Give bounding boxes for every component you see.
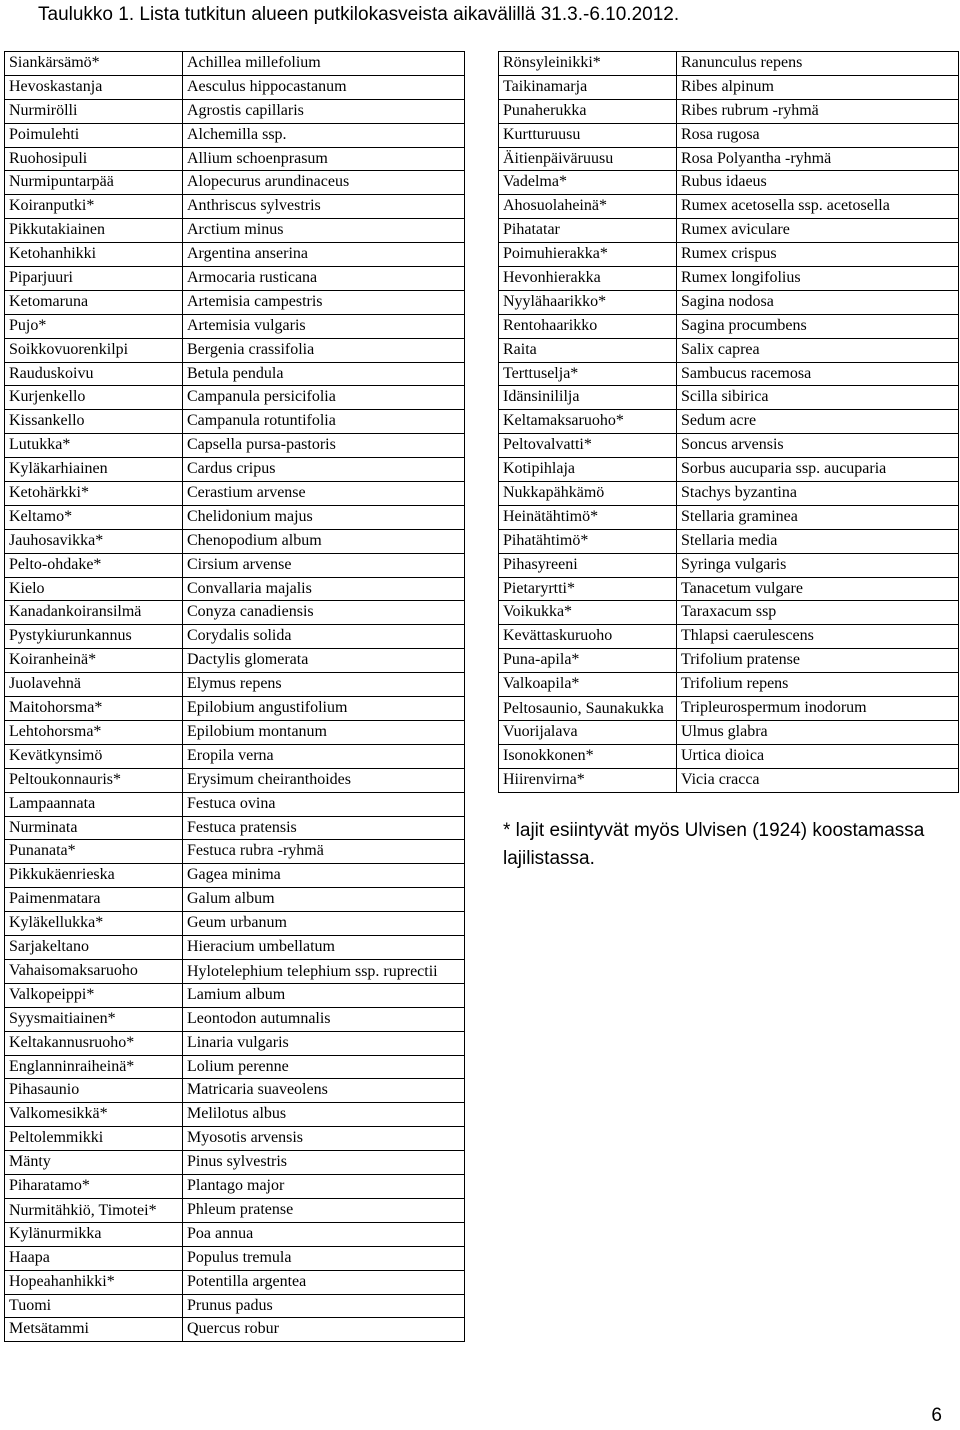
latin-name-cell: Sedum acre <box>677 410 959 434</box>
table-row <box>5 99 465 123</box>
finnish-name-cell: Maitohorsma* <box>5 697 183 721</box>
finnish-name-cell: Hevonhierakka <box>499 267 677 291</box>
finnish-name-cell: Pihatatar <box>499 219 677 243</box>
finnish-name-cell: Rentohaarikko <box>499 314 677 338</box>
latin-name-cell: Ranunculus repens <box>677 52 959 76</box>
finnish-name-cell: Nurmitähkiö, Timotei* <box>5 1198 183 1222</box>
table-row <box>5 195 465 219</box>
table-row <box>5 935 465 959</box>
finnish-name-cell: Isonokkonen* <box>499 744 677 768</box>
table-row <box>499 458 959 482</box>
latin-name-cell: Argentina anserina <box>183 243 465 267</box>
table-row <box>5 601 465 625</box>
finnish-name-cell: Pelto-ohdake* <box>5 553 183 577</box>
finnish-name-cell: Pikkutakiainen <box>5 219 183 243</box>
latin-name-cell: Sagina procumbens <box>677 314 959 338</box>
latin-name-cell: Hieracium umbellatum <box>183 935 465 959</box>
finnish-name-cell: Kotipihlaja <box>499 458 677 482</box>
finnish-name-cell: Voikukka* <box>499 601 677 625</box>
table-row <box>5 314 465 338</box>
finnish-name-cell: Sarjakeltano <box>5 935 183 959</box>
finnish-name-cell: Kylänurmikka <box>5 1222 183 1246</box>
latin-name-cell: Cerastium arvense <box>183 482 465 506</box>
table-row <box>5 697 465 721</box>
finnish-name-cell: Piharatamo* <box>5 1174 183 1198</box>
table-row <box>5 434 465 458</box>
finnish-name-cell: Raita <box>499 338 677 362</box>
latin-name-cell: Trifolium repens <box>677 673 959 697</box>
table-row <box>5 768 465 792</box>
table-row <box>5 1007 465 1031</box>
finnish-name-cell: Poimuhierakka* <box>499 243 677 267</box>
finnish-name-cell: Pujo* <box>5 314 183 338</box>
finnish-name-cell: Pihatähtimö* <box>499 529 677 553</box>
table-row <box>5 219 465 243</box>
latin-name-cell: Potentilla argentea <box>183 1270 465 1294</box>
finnish-name-cell: Metsätammi <box>5 1318 183 1342</box>
latin-name-cell: Rosa Polyantha -ryhmä <box>677 147 959 171</box>
finnish-name-cell: Lutukka* <box>5 434 183 458</box>
table-row <box>5 1031 465 1055</box>
finnish-name-cell: Soikkovuorenkilpi <box>5 338 183 362</box>
latin-name-cell: Artemisia vulgaris <box>183 314 465 338</box>
document-title: Taulukko 1. Lista tutkitun alueen putkilokasveista aikavälillä 31.3.-6.10.2012. <box>38 4 680 25</box>
finnish-name-cell: Siankärsämö* <box>5 52 183 76</box>
latin-name-cell: Conyza canadiensis <box>183 601 465 625</box>
table-row <box>5 147 465 171</box>
latin-name-cell: Phleum pratense <box>183 1198 465 1222</box>
finnish-name-cell: Rönsyleinikki* <box>499 52 677 76</box>
finnish-name-cell: Keltamo* <box>5 505 183 529</box>
latin-name-cell: Capsella pursa-pastoris <box>183 434 465 458</box>
table-row <box>5 529 465 553</box>
latin-name-cell: Galum album <box>183 888 465 912</box>
table-row <box>5 1103 465 1127</box>
table-row <box>5 362 465 386</box>
table-row <box>499 243 959 267</box>
table-row <box>5 553 465 577</box>
latin-name-cell: Sorbus aucuparia ssp. aucuparia <box>677 458 959 482</box>
finnish-name-cell: Syysmaitiainen* <box>5 1007 183 1031</box>
finnish-name-cell: Lehtohorsma* <box>5 720 183 744</box>
table-row <box>5 1055 465 1079</box>
finnish-name-cell: Taikinamarja <box>499 75 677 99</box>
finnish-name-cell: Ahosuolaheinä* <box>499 195 677 219</box>
table-row <box>499 362 959 386</box>
latin-name-cell: Quercus robur <box>183 1318 465 1342</box>
table-row <box>499 625 959 649</box>
table-row <box>5 864 465 888</box>
latin-name-cell: Linaria vulgaris <box>183 1031 465 1055</box>
finnish-name-cell: Kyläkellukka* <box>5 912 183 936</box>
finnish-name-cell: Keltamaksaruoho* <box>499 410 677 434</box>
latin-name-cell: Tripleurospermum inodorum <box>677 697 959 721</box>
table-row <box>499 434 959 458</box>
table-row <box>5 1151 465 1175</box>
table-row <box>5 458 465 482</box>
table-row <box>5 959 465 983</box>
finnish-name-cell: Peltolemmikki <box>5 1127 183 1151</box>
table-row <box>499 123 959 147</box>
table-row <box>499 75 959 99</box>
finnish-name-cell: Vadelma* <box>499 171 677 195</box>
table-row <box>5 1222 465 1246</box>
table-row <box>5 386 465 410</box>
latin-name-cell: Scilla sibirica <box>677 386 959 410</box>
latin-name-cell: Arctium minus <box>183 219 465 243</box>
latin-name-cell: Rumex acetosella ssp. acetosella <box>677 195 959 219</box>
latin-name-cell: Sambucus racemosa <box>677 362 959 386</box>
finnish-name-cell: Ruohosipuli <box>5 147 183 171</box>
latin-name-cell: Prunus padus <box>183 1294 465 1318</box>
latin-name-cell: Epilobium angustifolium <box>183 697 465 721</box>
latin-name-cell: Festuca ovina <box>183 792 465 816</box>
latin-name-cell: Campanula persicifolia <box>183 386 465 410</box>
finnish-name-cell: Piparjuuri <box>5 267 183 291</box>
finnish-name-cell: Nyylähaarikko* <box>499 290 677 314</box>
table-row <box>499 482 959 506</box>
footnote: * lajit esiintyvät myös Ulvisen (1924) koostamassa lajilistassa. <box>503 820 925 869</box>
table-row <box>5 1174 465 1198</box>
page-number: 6 <box>931 1405 942 1426</box>
table-row <box>499 147 959 171</box>
table-row <box>499 171 959 195</box>
latin-name-cell: Sagina nodosa <box>677 290 959 314</box>
latin-name-cell: Corydalis solida <box>183 625 465 649</box>
finnish-name-cell: Pietaryrtti* <box>499 577 677 601</box>
table-row <box>5 243 465 267</box>
latin-name-cell: Eropila verna <box>183 744 465 768</box>
table-row <box>499 505 959 529</box>
finnish-name-cell: Vuorijalava <box>499 721 677 745</box>
latin-name-cell: Festuca pratensis <box>183 816 465 840</box>
finnish-name-cell: Jauhosavikka* <box>5 529 183 553</box>
table-row <box>5 912 465 936</box>
species-table-right <box>498 51 959 793</box>
latin-name-cell: Bergenia crassifolia <box>183 338 465 362</box>
latin-name-cell: Convallaria majalis <box>183 577 465 601</box>
table-row <box>499 290 959 314</box>
latin-name-cell: Allium schoenprasum <box>183 147 465 171</box>
finnish-name-cell: Valkoapila* <box>499 673 677 697</box>
latin-name-cell: Aesculus hippocastanum <box>183 75 465 99</box>
table-row <box>5 1270 465 1294</box>
table-row <box>5 720 465 744</box>
table-row <box>499 52 959 76</box>
finnish-name-cell: Mänty <box>5 1151 183 1175</box>
table-row <box>5 1127 465 1151</box>
latin-name-cell: Ulmus glabra <box>677 721 959 745</box>
finnish-name-cell: Keltakannusruoho* <box>5 1031 183 1055</box>
latin-name-cell: Rumex crispus <box>677 243 959 267</box>
species-table-left <box>4 51 465 1342</box>
table-row <box>5 649 465 673</box>
table-row <box>5 482 465 506</box>
latin-name-cell: Chenopodium album <box>183 529 465 553</box>
finnish-name-cell: Pihasaunio <box>5 1079 183 1103</box>
table-row <box>5 1079 465 1103</box>
finnish-name-cell: Punaherukka <box>499 99 677 123</box>
finnish-name-cell: Peltosaunio, Saunakukka <box>499 697 677 721</box>
table-row <box>499 697 959 721</box>
latin-name-cell: Alchemilla ssp. <box>183 123 465 147</box>
table-row <box>499 267 959 291</box>
latin-name-cell: Populus tremula <box>183 1246 465 1270</box>
finnish-name-cell: Kevättaskuruoho <box>499 625 677 649</box>
finnish-name-cell: Peltovalvatti* <box>499 434 677 458</box>
latin-name-cell: Lamium album <box>183 983 465 1007</box>
latin-name-cell: Matricaria suaveolens <box>183 1079 465 1103</box>
latin-name-cell: Ribes rubrum -ryhmä <box>677 99 959 123</box>
latin-name-cell: Rumex aviculare <box>677 219 959 243</box>
latin-name-cell: Agrostis capillaris <box>183 99 465 123</box>
table-row <box>499 99 959 123</box>
finnish-name-cell: Äitienpäiväruusu <box>499 147 677 171</box>
latin-name-cell: Geum urbanum <box>183 912 465 936</box>
latin-name-cell: Taraxacum ssp <box>677 601 959 625</box>
finnish-name-cell: Kielo <box>5 577 183 601</box>
finnish-name-cell: Heinätähtimö* <box>499 505 677 529</box>
latin-name-cell: Achillea millefolium <box>183 52 465 76</box>
table-row <box>499 744 959 768</box>
table-row <box>499 386 959 410</box>
latin-name-cell: Anthriscus sylvestris <box>183 195 465 219</box>
table-row <box>499 219 959 243</box>
table-row <box>499 768 959 792</box>
table-row <box>5 267 465 291</box>
latin-name-cell: Pinus sylvestris <box>183 1151 465 1175</box>
table-row <box>499 577 959 601</box>
latin-name-cell: Trifolium pratense <box>677 649 959 673</box>
finnish-name-cell: Peltoukonnauris* <box>5 768 183 792</box>
latin-name-cell: Elymus repens <box>183 673 465 697</box>
latin-name-cell: Artemisia campestris <box>183 290 465 314</box>
latin-name-cell: Epilobium montanum <box>183 720 465 744</box>
finnish-name-cell: Valkomesikkä* <box>5 1103 183 1127</box>
finnish-name-cell: Idänsinililja <box>499 386 677 410</box>
finnish-name-cell: Kurtturuusu <box>499 123 677 147</box>
table-row <box>499 314 959 338</box>
finnish-name-cell: Tuomi <box>5 1294 183 1318</box>
finnish-name-cell: Nurminata <box>5 816 183 840</box>
latin-name-cell: Urtica dioica <box>677 744 959 768</box>
latin-name-cell: Ribes alpinum <box>677 75 959 99</box>
finnish-name-cell: Hopeahanhikki* <box>5 1270 183 1294</box>
finnish-name-cell: Hevoskastanja <box>5 75 183 99</box>
latin-name-cell: Erysimum cheiranthoides <box>183 768 465 792</box>
finnish-name-cell: Nukkapähkämö <box>499 482 677 506</box>
finnish-name-cell: Punanata* <box>5 840 183 864</box>
finnish-name-cell: Lampaannata <box>5 792 183 816</box>
table-row <box>5 123 465 147</box>
latin-name-cell: Melilotus albus <box>183 1103 465 1127</box>
finnish-name-cell: Pihasyreeni <box>499 553 677 577</box>
table-row <box>499 601 959 625</box>
table-row <box>499 529 959 553</box>
latin-name-cell: Campanula rotuntifolia <box>183 410 465 434</box>
table-row <box>5 744 465 768</box>
latin-name-cell: Thlapsi caerulescens <box>677 625 959 649</box>
finnish-name-cell: Nurmipuntarpää <box>5 171 183 195</box>
latin-name-cell: Cardus cripus <box>183 458 465 482</box>
finnish-name-cell: Puna-apila* <box>499 649 677 673</box>
finnish-name-cell: Kevätkynsimö <box>5 744 183 768</box>
table-row <box>5 888 465 912</box>
table-row <box>5 840 465 864</box>
finnish-name-cell: Englanninraiheinä* <box>5 1055 183 1079</box>
latin-name-cell: Syringa vulgaris <box>677 553 959 577</box>
latin-name-cell: Betula pendula <box>183 362 465 386</box>
latin-name-cell: Vicia cracca <box>677 768 959 792</box>
finnish-name-cell: Poimulehti <box>5 123 183 147</box>
table-row <box>5 410 465 434</box>
latin-name-cell: Stellaria graminea <box>677 505 959 529</box>
latin-name-cell: Chelidonium majus <box>183 505 465 529</box>
table-row <box>5 816 465 840</box>
finnish-name-cell: Ketohanhikki <box>5 243 183 267</box>
table-row <box>5 625 465 649</box>
finnish-name-cell: Haapa <box>5 1246 183 1270</box>
finnish-name-cell: Vahaisomaksaruoho <box>5 959 183 983</box>
table-row <box>5 792 465 816</box>
latin-name-cell: Rumex longifolius <box>677 267 959 291</box>
table-row <box>499 673 959 697</box>
latin-name-cell: Dactylis glomerata <box>183 649 465 673</box>
table-row <box>5 171 465 195</box>
finnish-name-cell: Nurmirölli <box>5 99 183 123</box>
finnish-name-cell: Juolavehnä <box>5 673 183 697</box>
latin-name-cell: Poa annua <box>183 1222 465 1246</box>
latin-name-cell: Stellaria media <box>677 529 959 553</box>
table-row <box>5 983 465 1007</box>
latin-name-cell: Rubus idaeus <box>677 171 959 195</box>
table-row <box>5 673 465 697</box>
table-row <box>5 338 465 362</box>
table-row <box>499 410 959 434</box>
latin-name-cell: Leontodon autumnalis <box>183 1007 465 1031</box>
table-row <box>499 649 959 673</box>
latin-name-cell: Festuca rubra -ryhmä <box>183 840 465 864</box>
table-row <box>499 553 959 577</box>
table-row <box>5 1246 465 1270</box>
table-row <box>499 338 959 362</box>
table-row <box>5 1198 465 1222</box>
table-row <box>5 52 465 76</box>
finnish-name-cell: Ketohärkki* <box>5 482 183 506</box>
finnish-name-cell: Koiranheinä* <box>5 649 183 673</box>
latin-name-cell: Armocaria rusticana <box>183 267 465 291</box>
finnish-name-cell: Kissankello <box>5 410 183 434</box>
latin-name-cell: Rosa rugosa <box>677 123 959 147</box>
table-row <box>499 195 959 219</box>
finnish-name-cell: Pystykiurunkannus <box>5 625 183 649</box>
latin-name-cell: Cirsium arvense <box>183 553 465 577</box>
finnish-name-cell: Koiranputki* <box>5 195 183 219</box>
finnish-name-cell: Rauduskoivu <box>5 362 183 386</box>
table-row <box>5 290 465 314</box>
latin-name-cell: Stachys byzantina <box>677 482 959 506</box>
finnish-name-cell: Pikkukäenrieska <box>5 864 183 888</box>
finnish-name-cell: Terttuselja* <box>499 362 677 386</box>
table-row <box>499 721 959 745</box>
table-row <box>5 577 465 601</box>
finnish-name-cell: Paimenmatara <box>5 888 183 912</box>
finnish-name-cell: Kyläkarhiainen <box>5 458 183 482</box>
table-row <box>5 1294 465 1318</box>
latin-name-cell: Tanacetum vulgare <box>677 577 959 601</box>
latin-name-cell: Myosotis arvensis <box>183 1127 465 1151</box>
latin-name-cell: Plantago major <box>183 1174 465 1198</box>
finnish-name-cell: Valkopeippi* <box>5 983 183 1007</box>
latin-name-cell: Lolium perenne <box>183 1055 465 1079</box>
table-row <box>5 505 465 529</box>
finnish-name-cell: Kanadankoiransilmä <box>5 601 183 625</box>
latin-name-cell: Salix caprea <box>677 338 959 362</box>
finnish-name-cell: Hiirenvirna* <box>499 768 677 792</box>
latin-name-cell: Hylotelephium telephium ssp. ruprectii <box>183 959 465 983</box>
table-row <box>5 1318 465 1342</box>
finnish-name-cell: Kurjenkello <box>5 386 183 410</box>
finnish-name-cell: Ketomaruna <box>5 290 183 314</box>
latin-name-cell: Alopecurus arundinaceus <box>183 171 465 195</box>
latin-name-cell: Soncus arvensis <box>677 434 959 458</box>
table-row <box>5 75 465 99</box>
latin-name-cell: Gagea minima <box>183 864 465 888</box>
